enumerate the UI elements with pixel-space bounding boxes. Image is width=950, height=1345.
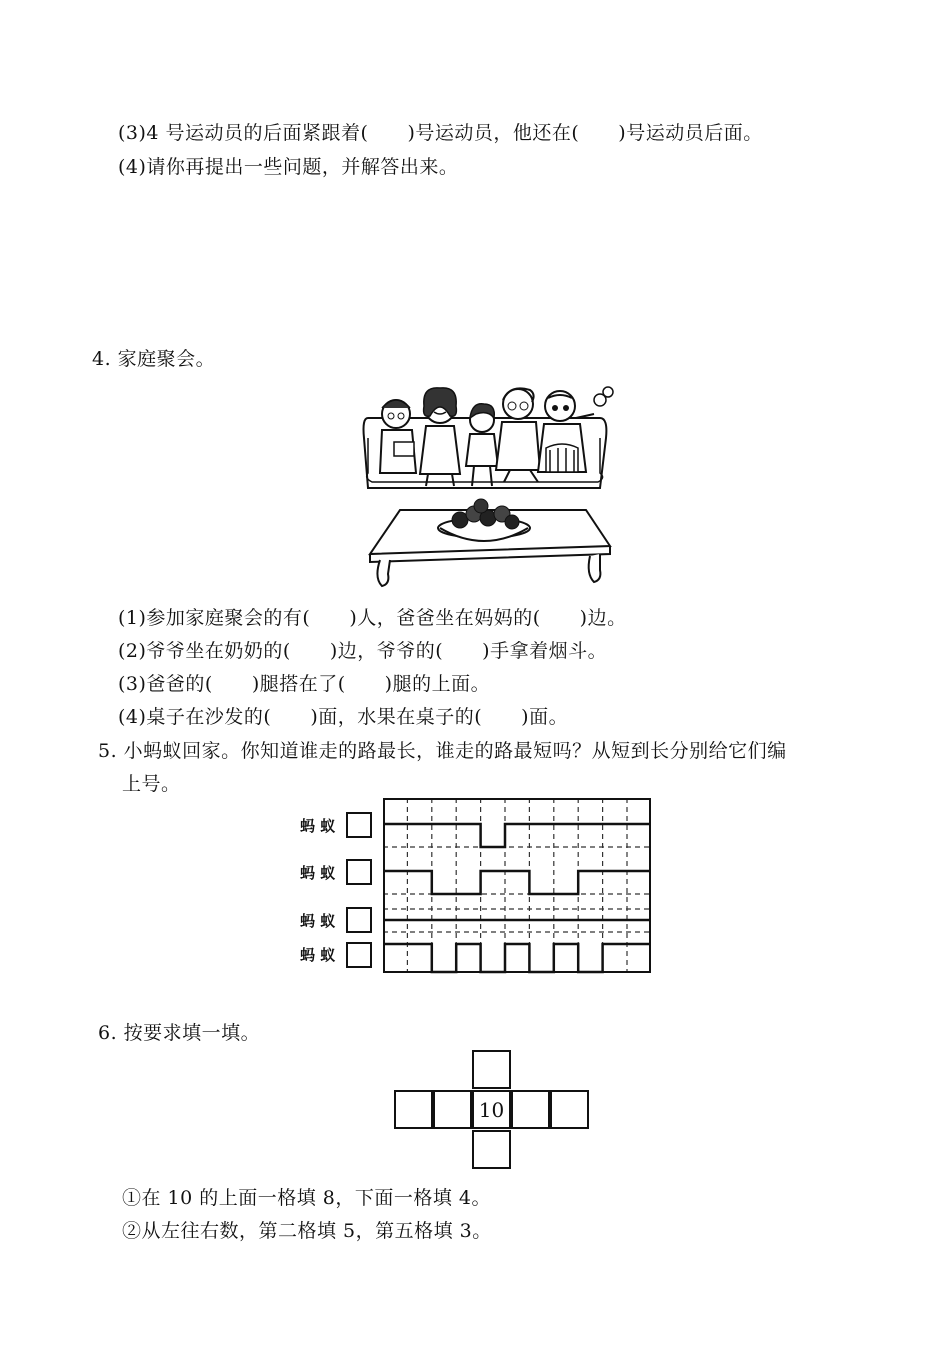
ant-label-2: 蚂 蚁 <box>300 864 336 882</box>
q6-title: 6. 按要求填一填。 <box>98 1022 261 1044</box>
q4-item-2: (2)爷爷坐在奶奶的( )边，爷爷的( )手拿着烟斗。 <box>118 640 608 662</box>
cross-cell-center: 10 <box>472 1090 511 1129</box>
q4-item-3: (3)爸爸的( )腿搭在了( )腿的上面。 <box>118 673 491 695</box>
q3-line-3: (3)4 号运动员的后面紧跟着( )号运动员，他还在( )号运动员后面。 <box>118 122 763 144</box>
ant-answer-box-3[interactable] <box>346 907 372 933</box>
ant-label-3: 蚂 蚁 <box>300 912 336 930</box>
cross-cell-row-1[interactable] <box>394 1090 433 1129</box>
ant-label-1: 蚂 蚁 <box>300 817 336 835</box>
cross-cell-row-2[interactable] <box>433 1090 472 1129</box>
q5-title-line-1: 5. 小蚂蚁回家。你知道谁走的路最长，谁走的路最短吗？从短到长分别给它们编 <box>98 740 787 762</box>
cross-cell-row-4[interactable] <box>511 1090 550 1129</box>
ant-answer-box-2[interactable] <box>346 859 372 885</box>
q3-line-4: (4)请你再提出一些问题，并解答出来。 <box>118 156 459 178</box>
q6-instruction-1: ①在 10 的上面一格填 8，下面一格填 4。 <box>122 1187 492 1209</box>
q5-title-line-2: 上号。 <box>122 773 181 795</box>
q4-item-1: (1)参加家庭聚会的有( )人，爸爸坐在妈妈的( )边。 <box>118 607 627 629</box>
cross-cell-top[interactable] <box>472 1050 511 1089</box>
q4-title: 4. 家庭聚会。 <box>92 348 216 370</box>
ant-path-grid <box>383 798 651 974</box>
q6-instruction-2: ②从左往右数，第二格填 5，第五格填 3。 <box>122 1220 492 1242</box>
ant-answer-box-4[interactable] <box>346 942 372 968</box>
q4-item-4: (4)桌子在沙发的( )面，水果在桌子的( )面。 <box>118 706 569 728</box>
family-gathering-illustration <box>360 378 620 593</box>
cross-cell-row-5[interactable] <box>550 1090 589 1129</box>
ant-answer-box-1[interactable] <box>346 812 372 838</box>
cross-cell-bottom[interactable] <box>472 1130 511 1169</box>
ant-label-4: 蚂 蚁 <box>300 946 336 964</box>
